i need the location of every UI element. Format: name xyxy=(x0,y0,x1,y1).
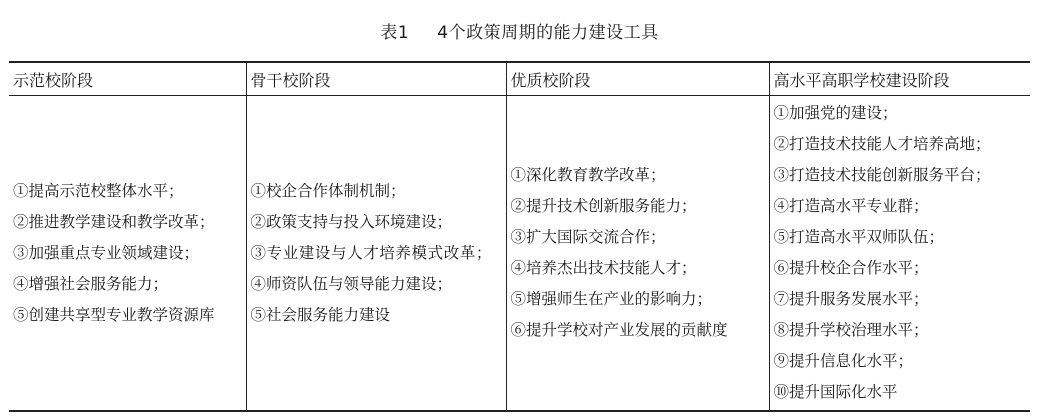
list-item: ②打造技术技能人才培养高地； xyxy=(773,135,991,153)
list-item: ⑤增强师生在产业的影响力； xyxy=(510,290,713,308)
list-item: ②推进教学建设和教学改革； xyxy=(13,212,215,231)
list-item: ②政策支持与投入环境建设； xyxy=(250,212,453,231)
table-cell-backbone-stage xyxy=(246,96,506,412)
list-item: ③打造技术技能创新服务平台； xyxy=(773,166,991,184)
column-header: 高水平高职学校建设阶段 xyxy=(769,62,1030,96)
list-item: ④增强社会服务能力； xyxy=(13,274,169,293)
list-item: ③专业建设与人才培养模式改革； xyxy=(250,243,493,262)
table-cell-quality-stage xyxy=(506,96,769,412)
list-item: ①提高示范校整体水平； xyxy=(13,181,184,200)
table-cell-high-level-stage xyxy=(769,96,1030,412)
content-row xyxy=(9,96,1030,412)
list-item: ⑥提升学校对产业发展的贡献度 xyxy=(510,321,728,339)
list-item: ①加强党的建设； xyxy=(773,104,898,122)
list-item: ⑤创建共享型专业教学资源库 xyxy=(13,305,215,324)
policy-tools-table xyxy=(9,61,1030,412)
list-item: ⑥提升校企合作水平； xyxy=(773,259,929,277)
column-header: 优质校阶段 xyxy=(506,62,769,96)
table-cell-demonstration-stage xyxy=(9,96,246,412)
list-item: ③加强重点专业领域建设； xyxy=(13,243,200,262)
list-item: ⑤社会服务能力建设 xyxy=(250,305,391,324)
column-header: 示范校阶段 xyxy=(9,62,246,96)
list-item: ①校企合作体制机制； xyxy=(250,181,406,200)
column-header: 骨干校阶段 xyxy=(246,62,506,96)
table-caption xyxy=(0,18,1039,43)
header-row xyxy=(9,62,1030,96)
list-item: ④师资队伍与领导能力建设； xyxy=(250,274,453,293)
list-item: ⑩提升国际化水平 xyxy=(773,383,898,401)
list-item: ③扩大国际交流合作； xyxy=(510,228,666,246)
list-item: ④培养杰出技术技能人才； xyxy=(510,259,697,277)
list-item: ⑤打造高水平双师队伍； xyxy=(773,228,945,246)
list-item: ②提升技术创新服务能力； xyxy=(510,197,697,215)
table-number: 表1 xyxy=(380,23,410,43)
list-item: ⑦提升服务发展水平； xyxy=(773,290,929,308)
table-title: 4个政策周期的能力建设工具 xyxy=(437,23,659,43)
list-item: ①深化教育教学改革； xyxy=(510,166,666,184)
list-item: ④打造高水平专业群； xyxy=(773,197,929,215)
list-item: ⑨提升信息化水平； xyxy=(773,352,914,370)
list-item: ⑧提升学校治理水平； xyxy=(773,321,929,339)
